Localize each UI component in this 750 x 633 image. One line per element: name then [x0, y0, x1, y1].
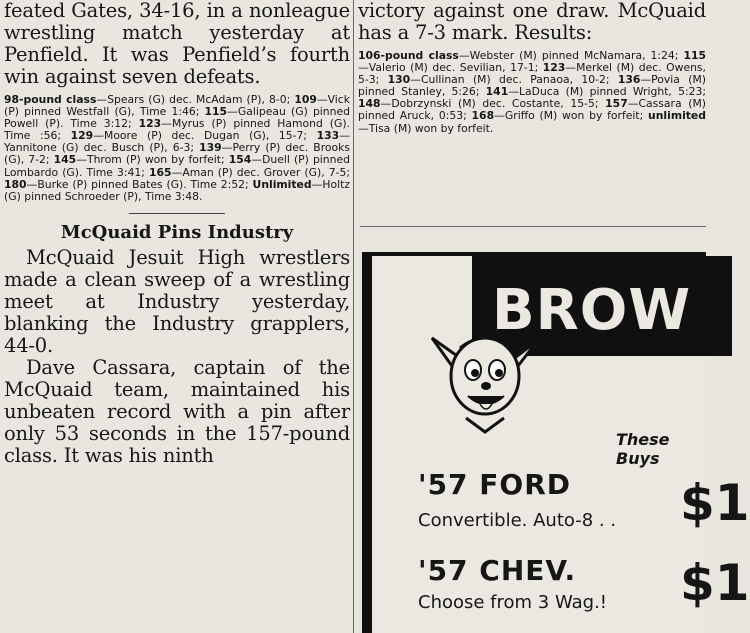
car-price-1: $1	[680, 474, 750, 532]
story-intro-right	[358, 0, 706, 44]
mcquaid-bout-result: —Povia (M) pinned Stanley, 5:26;	[358, 73, 706, 99]
mcquaid-bout-result: —Valerio (M) dec. Sevilian, 17-1;	[358, 61, 543, 75]
mcquaid-bout-result: —Cassara (M) pinned Aruck, 0:53;	[358, 97, 706, 123]
car-model-1: '57 FORD	[418, 468, 572, 501]
penfield-bout-result: —Spears (G) dec. McAdam (P), 8-0;	[96, 93, 295, 106]
brand-name: BROW	[492, 278, 692, 343]
penfield-weight-class: 133	[316, 129, 340, 143]
penfield-weight-class: 109	[294, 93, 317, 106]
mcquaid-bout-result: —LaDuca (M) pinned Wright, 5:23;	[508, 85, 706, 99]
penfield-bout-result: —Aman (P) dec. Grover (G), 7-5;	[171, 165, 350, 179]
story-intro-left	[4, 0, 350, 88]
mcquaid-record-paragraph: victory against one draw. McQuaid has a 7-3 mark. Results:	[358, 0, 706, 44]
penfield-bout-result: —Moore (P) dec. Dugan (G), 15-7;	[93, 129, 317, 143]
penfield-weight-class: 165	[148, 165, 172, 179]
penfield-bout-result: —Burke (P) pinned Bates (G). Time 2:52;	[26, 177, 253, 191]
left-column	[4, 0, 350, 633]
mcquaid-weight-class: 106-pound class	[358, 49, 459, 62]
penfield-bout-result: —Perry (P) dec. Brooks (G), 7-2;	[4, 141, 351, 167]
penfield-weight-class: 139	[199, 141, 222, 155]
headline-separator	[129, 213, 225, 214]
penfield-bout-result: —Holtz (G) pinned Schroeder (P), Time 3:48.	[4, 177, 350, 203]
mcquaid-bout-result: —Griffo (M) won by forfeit;	[494, 109, 649, 123]
mcquaid-weight-class: 141	[485, 85, 509, 99]
penfield-bout-result: —Myrus (P) pinned Hamond (G). Time :56;	[4, 117, 351, 143]
section-rule	[360, 226, 706, 227]
penfield-bout-result: —Galipeau (G) pinned Powell (P). Time 3:12;	[4, 105, 350, 131]
mcquaid-results	[358, 50, 706, 135]
penfield-bout-result: —Throm (P) won by forfeit;	[76, 153, 229, 167]
mcquaid-paragraph-1: McQuaid Jesuit High wrestlers made a clean sweep of a wrestling meet at Industry yesterday, blanking the Industry grapplers, 44-0.	[4, 245, 350, 357]
penfield-results	[4, 94, 350, 203]
mcquaid-paragraph-2: Dave Cassara, captain of the McQuaid team, maintained his unbeaten record with a pin after only 53 seconds in the 157-pound class. It was his ninth	[4, 355, 350, 467]
penfield-weight-class: 180	[4, 177, 27, 191]
car-model-2: '57 CHEV.	[418, 554, 577, 587]
mcquaid-story	[4, 247, 350, 467]
mcquaid-weight-class: 130	[387, 73, 411, 87]
elf-mascot-icon	[430, 318, 540, 438]
gates-penfield-paragraph: feated Gates, 34-16, in a nonleague wrestling match yesterday at Penfield. It was Penfield’s fourth win against seven defeats.	[4, 0, 350, 88]
mcquaid-weight-class: 136	[617, 73, 641, 87]
mcquaid-weight-class: 148	[358, 97, 381, 111]
car-price-2: $1	[680, 554, 750, 612]
mcquaid-weight-class: 157	[605, 97, 628, 111]
penfield-weight-class: 145	[53, 153, 77, 167]
car-desc-2: Choose from 3 Wag.!	[418, 592, 607, 613]
mcquaid-bout-result: —Webster (M) pinned McNamara, 1:24;	[458, 49, 684, 62]
mcquaid-weight-class: 115	[683, 49, 706, 62]
penfield-bout-result: —Vick (P) pinned Westfall (G), Time 1:46;	[4, 93, 350, 119]
mcquaid-bout-result: —Tisa (M) won by forfeit.	[358, 121, 494, 135]
mcquaid-weight-class: 123	[542, 61, 566, 75]
penfield-weight-class: Unlimited	[252, 177, 312, 191]
mcquaid-bout-result: —Merkel (M) dec. Owens, 5-3;	[358, 61, 706, 87]
penfield-weight-class: 98-pound class	[4, 93, 97, 106]
penfield-bout-result: —Yannitone (G) dec. Busch (P), 6-3;	[4, 129, 350, 155]
headline-mcquaid: McQuaid Pins Industry	[60, 221, 294, 243]
mcquaid-weight-class: unlimited	[648, 109, 706, 123]
column-rule	[353, 0, 354, 633]
mcquaid-bout-result: —Cullinan (M) dec. Panaoa, 10-2;	[410, 73, 618, 87]
car-desc-1: Convertible. Auto-8 . .	[418, 510, 617, 531]
penfield-weight-class: 115	[204, 105, 228, 119]
penfield-weight-class: 154	[228, 153, 252, 167]
mcquaid-weight-class: 168	[471, 109, 495, 123]
ad-tagline: These Buys	[616, 430, 670, 468]
ad-panel	[372, 256, 750, 633]
penfield-bout-result: —Duell (P) pinned Lombardo (G). Time 3:41;	[4, 153, 350, 179]
mcquaid-bout-result: —Dobrzynski (M) dec. Costante, 15-5;	[380, 97, 606, 111]
car-dealer-ad	[362, 252, 750, 633]
penfield-weight-class: 129	[70, 129, 94, 143]
penfield-weight-class: 123	[138, 117, 162, 131]
